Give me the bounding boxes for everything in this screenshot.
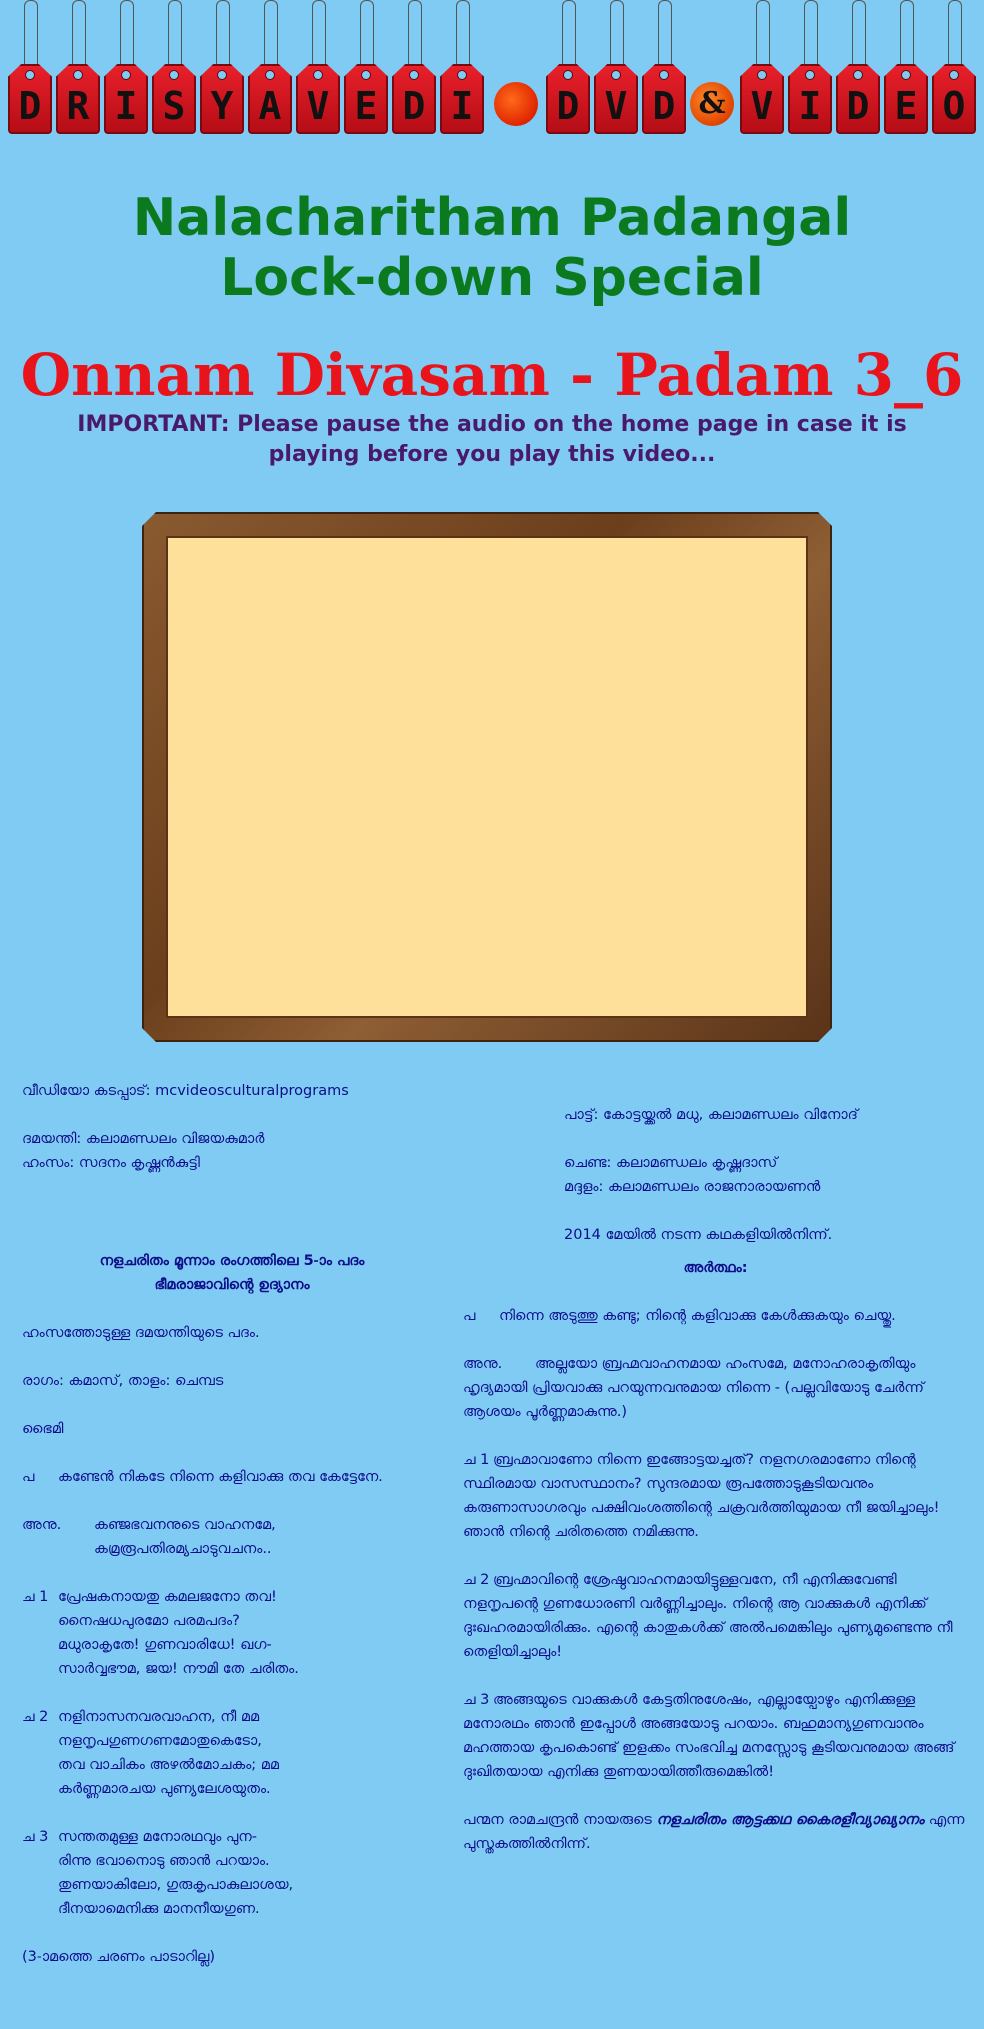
- charanam-line: തുണയാകിലോ, ഗുരുകൃപാകുലാശയ,: [58, 1877, 294, 1893]
- charanam-line: നളിനാസനവരവാഹന, നീ മമ: [58, 1709, 260, 1725]
- charanam-2: [22, 1705, 442, 1729]
- banner-tag: [200, 54, 244, 134]
- meaning-label: ച 2: [463, 1572, 490, 1588]
- anupallavi-label: അനു.: [22, 1517, 62, 1533]
- meaning-body: നിന്നെ അടുത്തു കണ്ടു; നിന്റെ കളിവാക്കു കേൾക്കുകയും ചെയ്തു.: [499, 1308, 896, 1324]
- charanam-line: സന്തതമുള്ള മനോരഥവും പുന-: [58, 1829, 257, 1845]
- site-banner: [0, 0, 984, 150]
- credits-left: [22, 1079, 442, 1175]
- banner-tag: [642, 54, 686, 134]
- charanam-label: ച 2: [22, 1709, 49, 1725]
- episode-title: Onnam Divasam - Padam 3_6: [20, 341, 964, 409]
- banner-letter: D: [846, 84, 870, 128]
- padam-speaker: ഭൈമി: [22, 1421, 64, 1437]
- charanam-line: പ്രേഷകനായതു കമലജനോ തവ!: [58, 1589, 277, 1605]
- banner-tag: [546, 54, 590, 134]
- video-player[interactable]: [166, 536, 808, 1018]
- charanam-line: സാർവ്വഭൗമ, ജയ! നൗമി തേ ചരിതം.: [58, 1661, 299, 1677]
- padam-intro: ഹംസത്തോടുള്ള ദമയന്തിയുടെ പദം.: [22, 1325, 260, 1341]
- banner-letter: S: [162, 84, 186, 128]
- banner-tag: [152, 54, 196, 134]
- banner-tag: [248, 54, 292, 134]
- banner-letter: I: [450, 84, 474, 128]
- padam-subheading: ഭീമരാജാവിന്റെ ഉദ്യാനം: [154, 1277, 310, 1293]
- event-info: 2014 മേയിൽ നടന്ന കഥകളിയിൽനിന്ന്.: [564, 1227, 833, 1243]
- banner-tag: [836, 54, 880, 134]
- charanam-line: തവ വാചികം അഴൽമോചകം; മമ: [58, 1757, 279, 1773]
- anupallavi: [22, 1513, 442, 1537]
- page-title: [0, 188, 984, 308]
- charanam-label: ച 3: [22, 1829, 49, 1845]
- banner-letter: V: [306, 84, 330, 128]
- meaning-text: [463, 1256, 968, 1856]
- banner-letter: D: [652, 84, 676, 128]
- meaning-label: പ: [463, 1308, 476, 1324]
- pallavi: [22, 1465, 442, 1489]
- banner-letter: E: [894, 84, 918, 128]
- banner-letter: V: [750, 84, 774, 128]
- video-frame: [142, 512, 832, 1042]
- credit-maddalam: മദ്ദളം: കലാമണ്ഡലം രാജനാരായണൻ: [564, 1179, 821, 1195]
- charanam-line: മധുരാകൃതേ! ഗുണവാരിധേ! ഖഗ-: [58, 1637, 272, 1653]
- meaning-charanam-2: [463, 1568, 968, 1664]
- banner-tag: [104, 54, 148, 134]
- meaning-body: അങ്ങയുടെ വാക്കുകൾ കേട്ടതിനുശേഷം, എല്ലായ്പോഴും എനിക്കുള്ള മനോരഥം ഞാൻ ഇപ്പോൾ അങ്ങയോടു പറയാം. ബഹുമാന്യഗുണവാനും മഹത്തായ കൃപകൊണ്ട് ഇളക്കം സംഭവിച്ച മനസ്സോടു കൂടിയവനുമായ അങ്ങ് ദുഃഖിതയായ എനിക്കു തുണയായിത്തീരുമെങ്കിൽ!: [463, 1692, 955, 1780]
- source-book-title: നളചരിതം ആട്ടക്കഥ കൈരളീവ്യാഖ്യാനം: [656, 1812, 925, 1828]
- meaning-body: ബ്രഹ്മാവിന്റെ ശ്രേഷ്ഠവാഹനമായിട്ടുള്ളവനേ, നീ എനിക്കുവേണ്ടി നളനൃപന്റെ ഗുണധോരണി വർണ്ണിച്ചാലും. നിന്റെ ആ വാക്കുകൾ എനിക്ക് ദുഃഖഹരമായിരിക്കും. എന്റെ കാതുകൾക്ക് അൽപമെങ്കിലും പുണ്യമുണ്ടെന്നു നീ തെളിയിച്ചാലും!: [463, 1572, 953, 1660]
- meaning-heading: അർത്ഥം:: [683, 1260, 748, 1276]
- meaning-charanam-1: [463, 1448, 968, 1544]
- padam-text: [22, 1249, 442, 1969]
- charanam-line: കർണ്ണമാരചയ പുണ്യലേശയുതം.: [58, 1781, 271, 1797]
- charanam-1: [22, 1585, 442, 1609]
- charanam-line: രിന്നു ഭവാനൊടു ഞാൻ പറയാം.: [58, 1853, 270, 1869]
- title-line-1: Nalacharitham Padangal: [132, 188, 852, 248]
- banner-tag: [296, 54, 340, 134]
- banner-letter: R: [66, 84, 90, 128]
- banner-letter: Y: [210, 84, 234, 128]
- important-notice: [40, 410, 944, 470]
- credit-chenda: ചെണ്ട: കലാമണ്ഡലം കൃഷ്ണദാസ്: [564, 1155, 778, 1171]
- credit-hamsam: ഹംസം: സദനം കൃഷ്ണൻകുട്ടി: [22, 1155, 200, 1171]
- meaning-body: അല്ലയോ ബ്രഹ്മവാഹനമായ ഹംസമേ, മനോഹരാകൃതിയും ഹൃദ്യമായി പ്രിയവാക്കു പറയുന്നവനുമായ നിന്നെ - (പല്ലവിയോടു ചേർന്ന് ആശയം പൂർണ്ണമാകുന്നു.): [463, 1356, 924, 1420]
- source-suffix: എന്ന പുസ്തകത്തിൽനിന്ന്.: [463, 1812, 965, 1852]
- ampersand-badge: &: [690, 82, 734, 126]
- padam-heading: നളചരിതം മൂന്നാം രംഗത്തിലെ 5-ാം പദം: [99, 1253, 365, 1269]
- source-prefix: പന്മന രാമചന്ദ്രൻ നായരുടെ: [463, 1812, 657, 1828]
- meaning-anupallavi: [463, 1352, 968, 1424]
- anupallavi-line: കമ്രരൂപതിരമ്യചാടുവചനം..: [94, 1541, 272, 1557]
- banner-letter: V: [604, 84, 628, 128]
- banner-tag: [392, 54, 436, 134]
- meaning-source: [463, 1808, 968, 1856]
- charanam-line: ദീനയാമെനിക്കു മാനനീയഗുണ.: [58, 1901, 260, 1917]
- banner-tag: [56, 54, 100, 134]
- banner-letter: I: [114, 84, 138, 128]
- charanam-3: [22, 1825, 442, 1849]
- meaning-body: ബ്രഹ്മാവാണോ നിന്നെ ഇങ്ങോട്ടയച്ചത്? നളനഗരമാണോ നിന്റെ സ്ഥിരമായ വാസസ്ഥാനം? സുന്ദരമായ രൂപത്തോടുകൂടിയവനും കരുണാസാഗരവും പക്ഷിവംശത്തിന്റെ ചക്രവർത്തിയുമായ നീ ജയിച്ചാലും! ഞാൻ നിന്റെ ചരിതത്തെ നമിക്കുന്നു.: [463, 1452, 940, 1540]
- meaning-label: ച 3: [463, 1692, 490, 1708]
- credit-damayanthi: ദമയന്തി: കലാമണ്ഡലം വിജയകുമാർ: [22, 1131, 265, 1147]
- banner-tag: [788, 54, 832, 134]
- banner-tag: [884, 54, 928, 134]
- padam-raga: രാഗം: കമാസ്, താളം: ചെമ്പട: [22, 1373, 224, 1389]
- banner-letter: D: [18, 84, 42, 128]
- banner-tag: [932, 54, 976, 134]
- meaning-label: അനു.: [463, 1356, 503, 1372]
- charanam-line: നൈഷധപുരമോ പരമപദം?: [58, 1613, 240, 1629]
- banner-letter: D: [402, 84, 426, 128]
- anupallavi-line: കഞ്ജഭവനനുടെ വാഹനമേ,: [94, 1517, 276, 1533]
- banner-letter: E: [354, 84, 378, 128]
- banner-letter: O: [942, 84, 966, 128]
- banner-tag: [740, 54, 784, 134]
- video-credit: വീഡിയോ കടപ്പാട്: mcvideosculturalprograms: [22, 1083, 349, 1099]
- meaning-pallavi: [463, 1304, 968, 1328]
- banner-letter: A: [258, 84, 282, 128]
- meaning-label: ച 1: [463, 1452, 490, 1468]
- charanam-line: നളനൃപഗുണഗണമോതുകെടോ,: [58, 1733, 262, 1749]
- banner-tag: [594, 54, 638, 134]
- orange-dot-icon: [494, 82, 538, 126]
- charanam-label: ച 1: [22, 1589, 49, 1605]
- padam-note: (3-ാമത്തെ ചരണം പാടാറില്ല): [22, 1949, 216, 1965]
- credits-right: [564, 1103, 974, 1247]
- banner-letter: I: [798, 84, 822, 128]
- meaning-charanam-3: [463, 1688, 968, 1784]
- pallavi-text: കണ്ടേൻ നികടേ നിന്നെ കളിവാക്കു തവ കേട്ടേനേ.: [58, 1469, 383, 1485]
- banner-letter: D: [556, 84, 580, 128]
- important-label: IMPORTANT:: [77, 412, 230, 437]
- banner-tag: [440, 54, 484, 134]
- important-text: Please pause the audio on the home page in case it is playing before you play this video...: [229, 412, 907, 467]
- banner-tag: [8, 54, 52, 134]
- pallavi-label: പ: [22, 1469, 35, 1485]
- title-line-2: Lock-down Special: [220, 248, 764, 308]
- credit-pattu: പാട്ട്: കോട്ടയ്ക്കൽ മധു, കലാമണ്ഡലം വിനോദ്: [564, 1107, 858, 1123]
- banner-tag: [344, 54, 388, 134]
